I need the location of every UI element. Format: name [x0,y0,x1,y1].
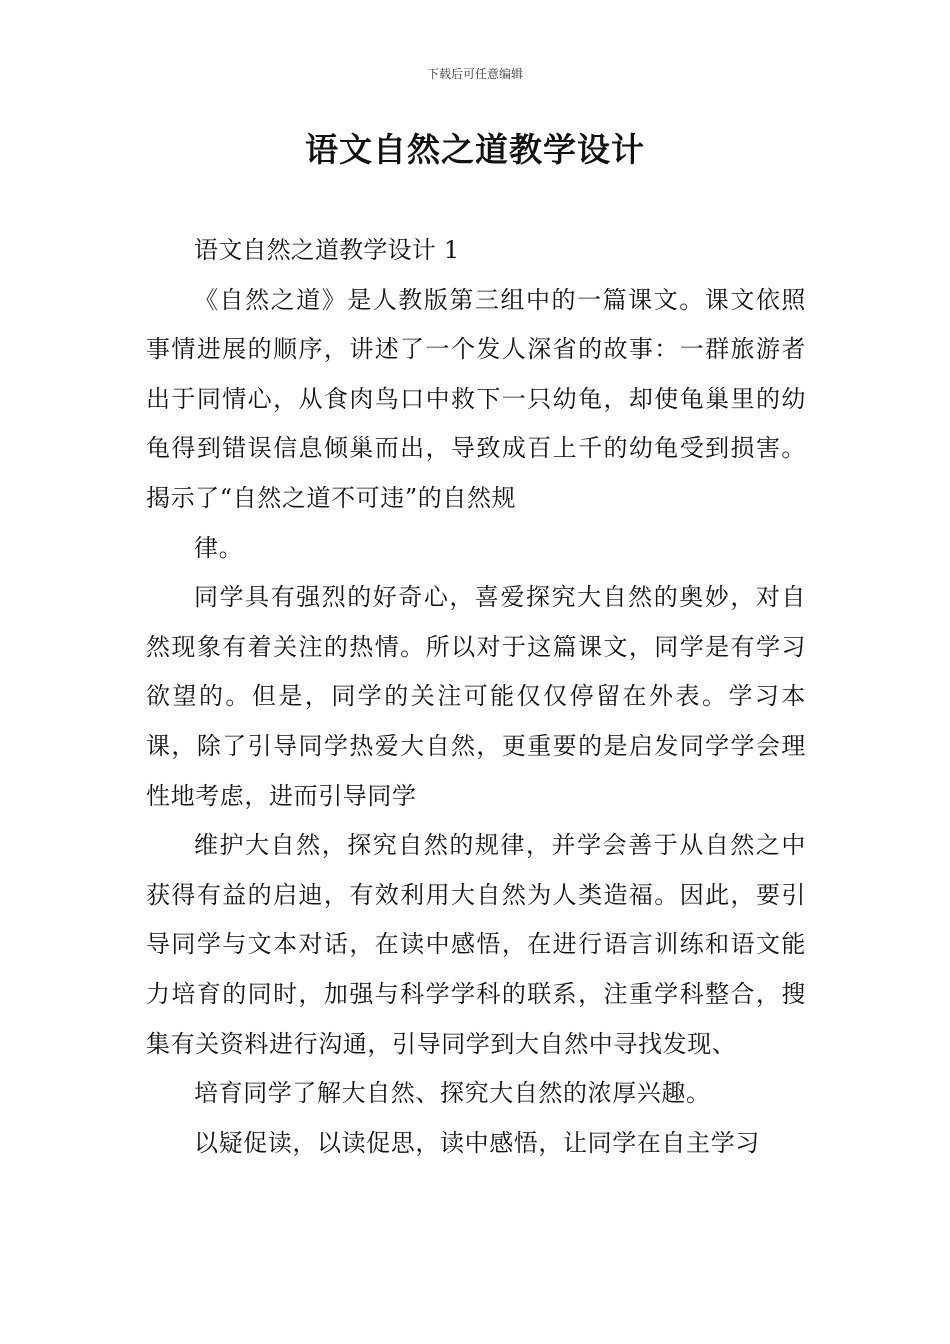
paragraph: 律。 [194,533,244,562]
document-body [146,226,806,1168]
paragraph: 培育同学了解大自然、探究大自然的浓厚兴趣。 [194,1079,711,1108]
document-title: 语文自然之道教学设计 [305,130,645,169]
paragraph: 维护大自然，探究自然的规律，并学会善于从自然之中获得有益的启迪，有效利用大自然为人类造福。因此，要引导同学与文本对话，在读中感悟，在进行语言训练和语文能力培育的同时，加强与科学学科的联系，注重学科整合，搜集有关资料进行沟通，引导同学到大自然中寻找发现、 [146,831,806,1058]
section-heading: 语文自然之道教学设计 1 [194,236,460,264]
paragraph: 《自然之道》是人教版第三组中的一篇课文。课文依照事情进展的顺序，讲述了一个发人深省的故事：一群旅游者出于同情心，从食肉鸟口中救下一只幼龟，却使龟巢里的幼龟得到错误信息倾巢而出，导致成百上千的幼龟受到损害。揭示了“自然之道不可违”的自然规 [146,285,806,512]
paragraph: 以疑促读，以读促思，读中感悟，让同学在自主学习 [194,1128,760,1157]
paragraph: 同学具有强烈的好奇心，喜爱探究大自然的奥妙，对自然现象有着关注的热情。所以对于这篇课文，同学是有学习欲望的。但是，同学的关注可能仅仅停留在外表。学习本课，除了引导同学热爱大自然，更重要的是启发同学学会理性地考虑，进而引导同学 [146,583,806,810]
header-note: 下载后可任意编辑 [426,67,523,81]
